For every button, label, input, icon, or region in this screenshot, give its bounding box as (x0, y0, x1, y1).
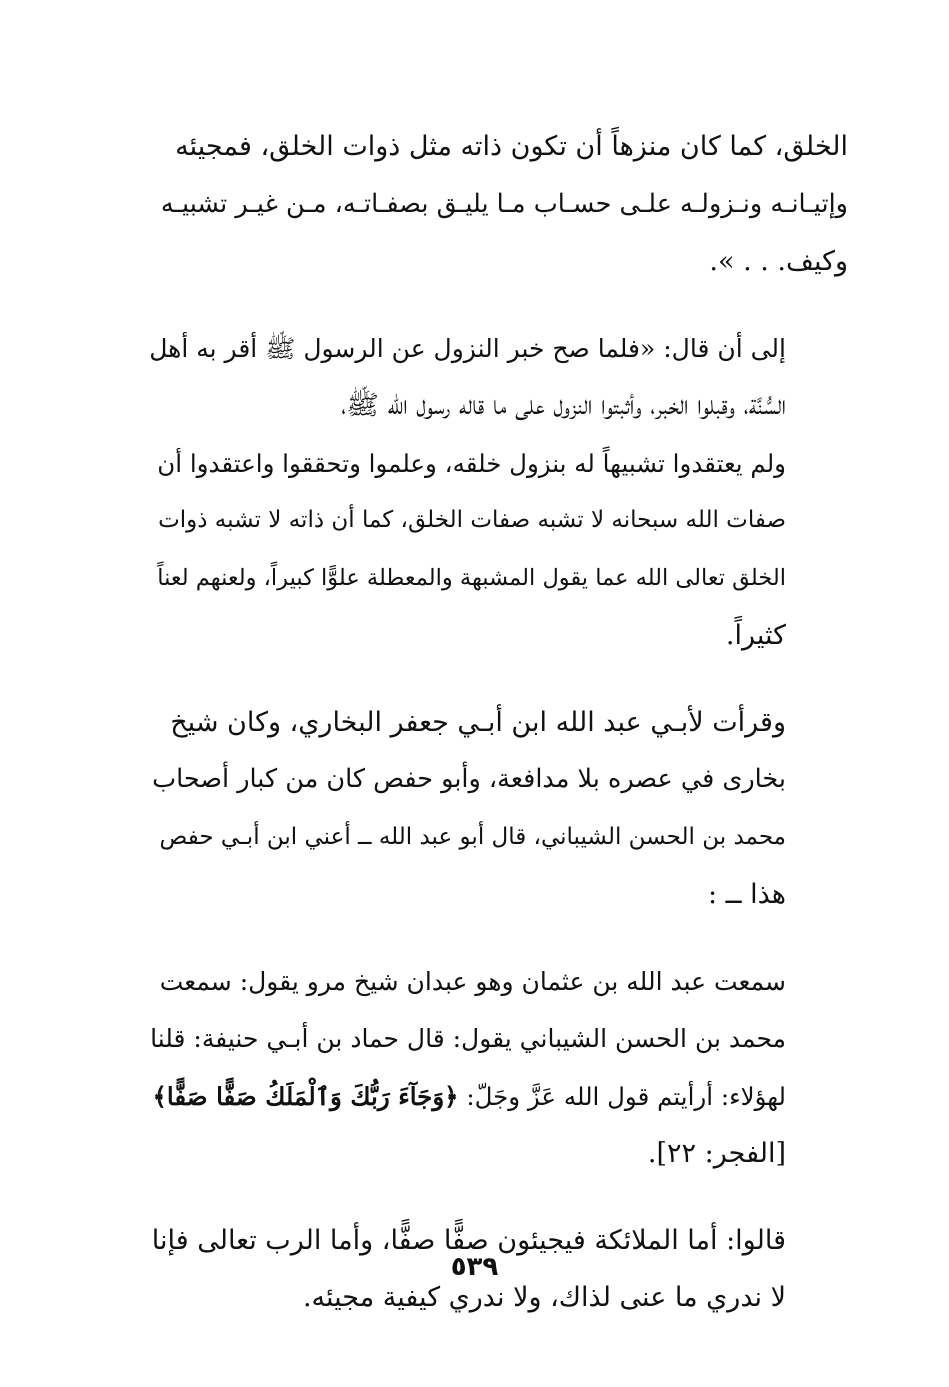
text-line: وقرأت لأبـي عبد الله ابن أبـي جعفر البخاري، وكان شيخ (170, 706, 786, 738)
text-line: الخلق، كما كان منزهاً أن تكون ذاته مثل ذوات الخلق، فمجيئه (175, 131, 848, 162)
text-line: لا ندري ما عنى لذاك، ولا ندري كيفية مجيئه. (302, 1282, 786, 1313)
text-line: وكيف. . . ». (709, 246, 848, 277)
paragraph-4 (148, 953, 848, 1183)
text-line: الخلق تعالى الله عما يقول المشبهة والمعطلة علوًّا كبيراً، ولعنهم لعناً (157, 564, 786, 591)
text-line: محمد بن الحسن الشيباني يقول: قال حماد بن أبـي حنيفة: قلنا (150, 1024, 786, 1053)
verse-intro: لهؤلاء: أرأيتم قول الله عَزَّ وجَلّ: (458, 1081, 786, 1111)
verse-line (148, 1068, 848, 1126)
text-line: السُّنَّة، وقبلوا الخبر، وأثبتوا النزول على ما قاله رسول الله ﷺ، (341, 390, 786, 421)
paragraph-3 (148, 694, 848, 924)
page-number: ٥٣٩ (450, 1252, 499, 1282)
text-line: محمد بن الحسن الشيباني، قال أبو عبد الله ــ أعني ابن أبـي حفص (159, 823, 786, 850)
main-text (148, 118, 848, 1356)
text-line: وإتيـانـه ونـزولـه علـى حسـاب مـا يليـق بصفـاتـه، مـن غيـر تشبيـه (160, 188, 848, 219)
text-line: قالوا: أما الملائكة فيجيئون صفًّا صفًّا، وأما الرب تعالى فإنا (151, 1224, 786, 1256)
text-line: سمعت عبد الله بن عثمان وهو عبدان شيخ مرو يقول: سمعت (159, 966, 786, 996)
text-line: [الفجر: ٢٢]. (647, 1138, 786, 1169)
paragraph-1 (148, 118, 848, 291)
text-line: ولم يعتقدوا تشبيهاً له بنزول خلقه، وعلموا وتحققوا واعتقدوا أن (157, 448, 786, 478)
quran-verse: ﴿وَجَآءَ رَبُّكَ وَٱلْمَلَكُ صَفًّا صَفًّا﴾ (152, 1081, 459, 1111)
paragraph-2 (148, 320, 848, 665)
text-line: إلى أن قال: «فلما صح خبر النزول عن الرسول ﷺ أقر به أهل (149, 333, 786, 363)
text-line: بخارى في عصره بلا مدافعة، وأبو حفص كان من كبار أصحاب (152, 764, 786, 794)
text-line: هذا ــ : (708, 879, 786, 910)
text-line: كثيراً. (725, 620, 786, 651)
text-line: صفات الله سبحانه لا تشبه صفات الخلق، كما أن ذاته لا تشبه ذوات (158, 507, 786, 533)
